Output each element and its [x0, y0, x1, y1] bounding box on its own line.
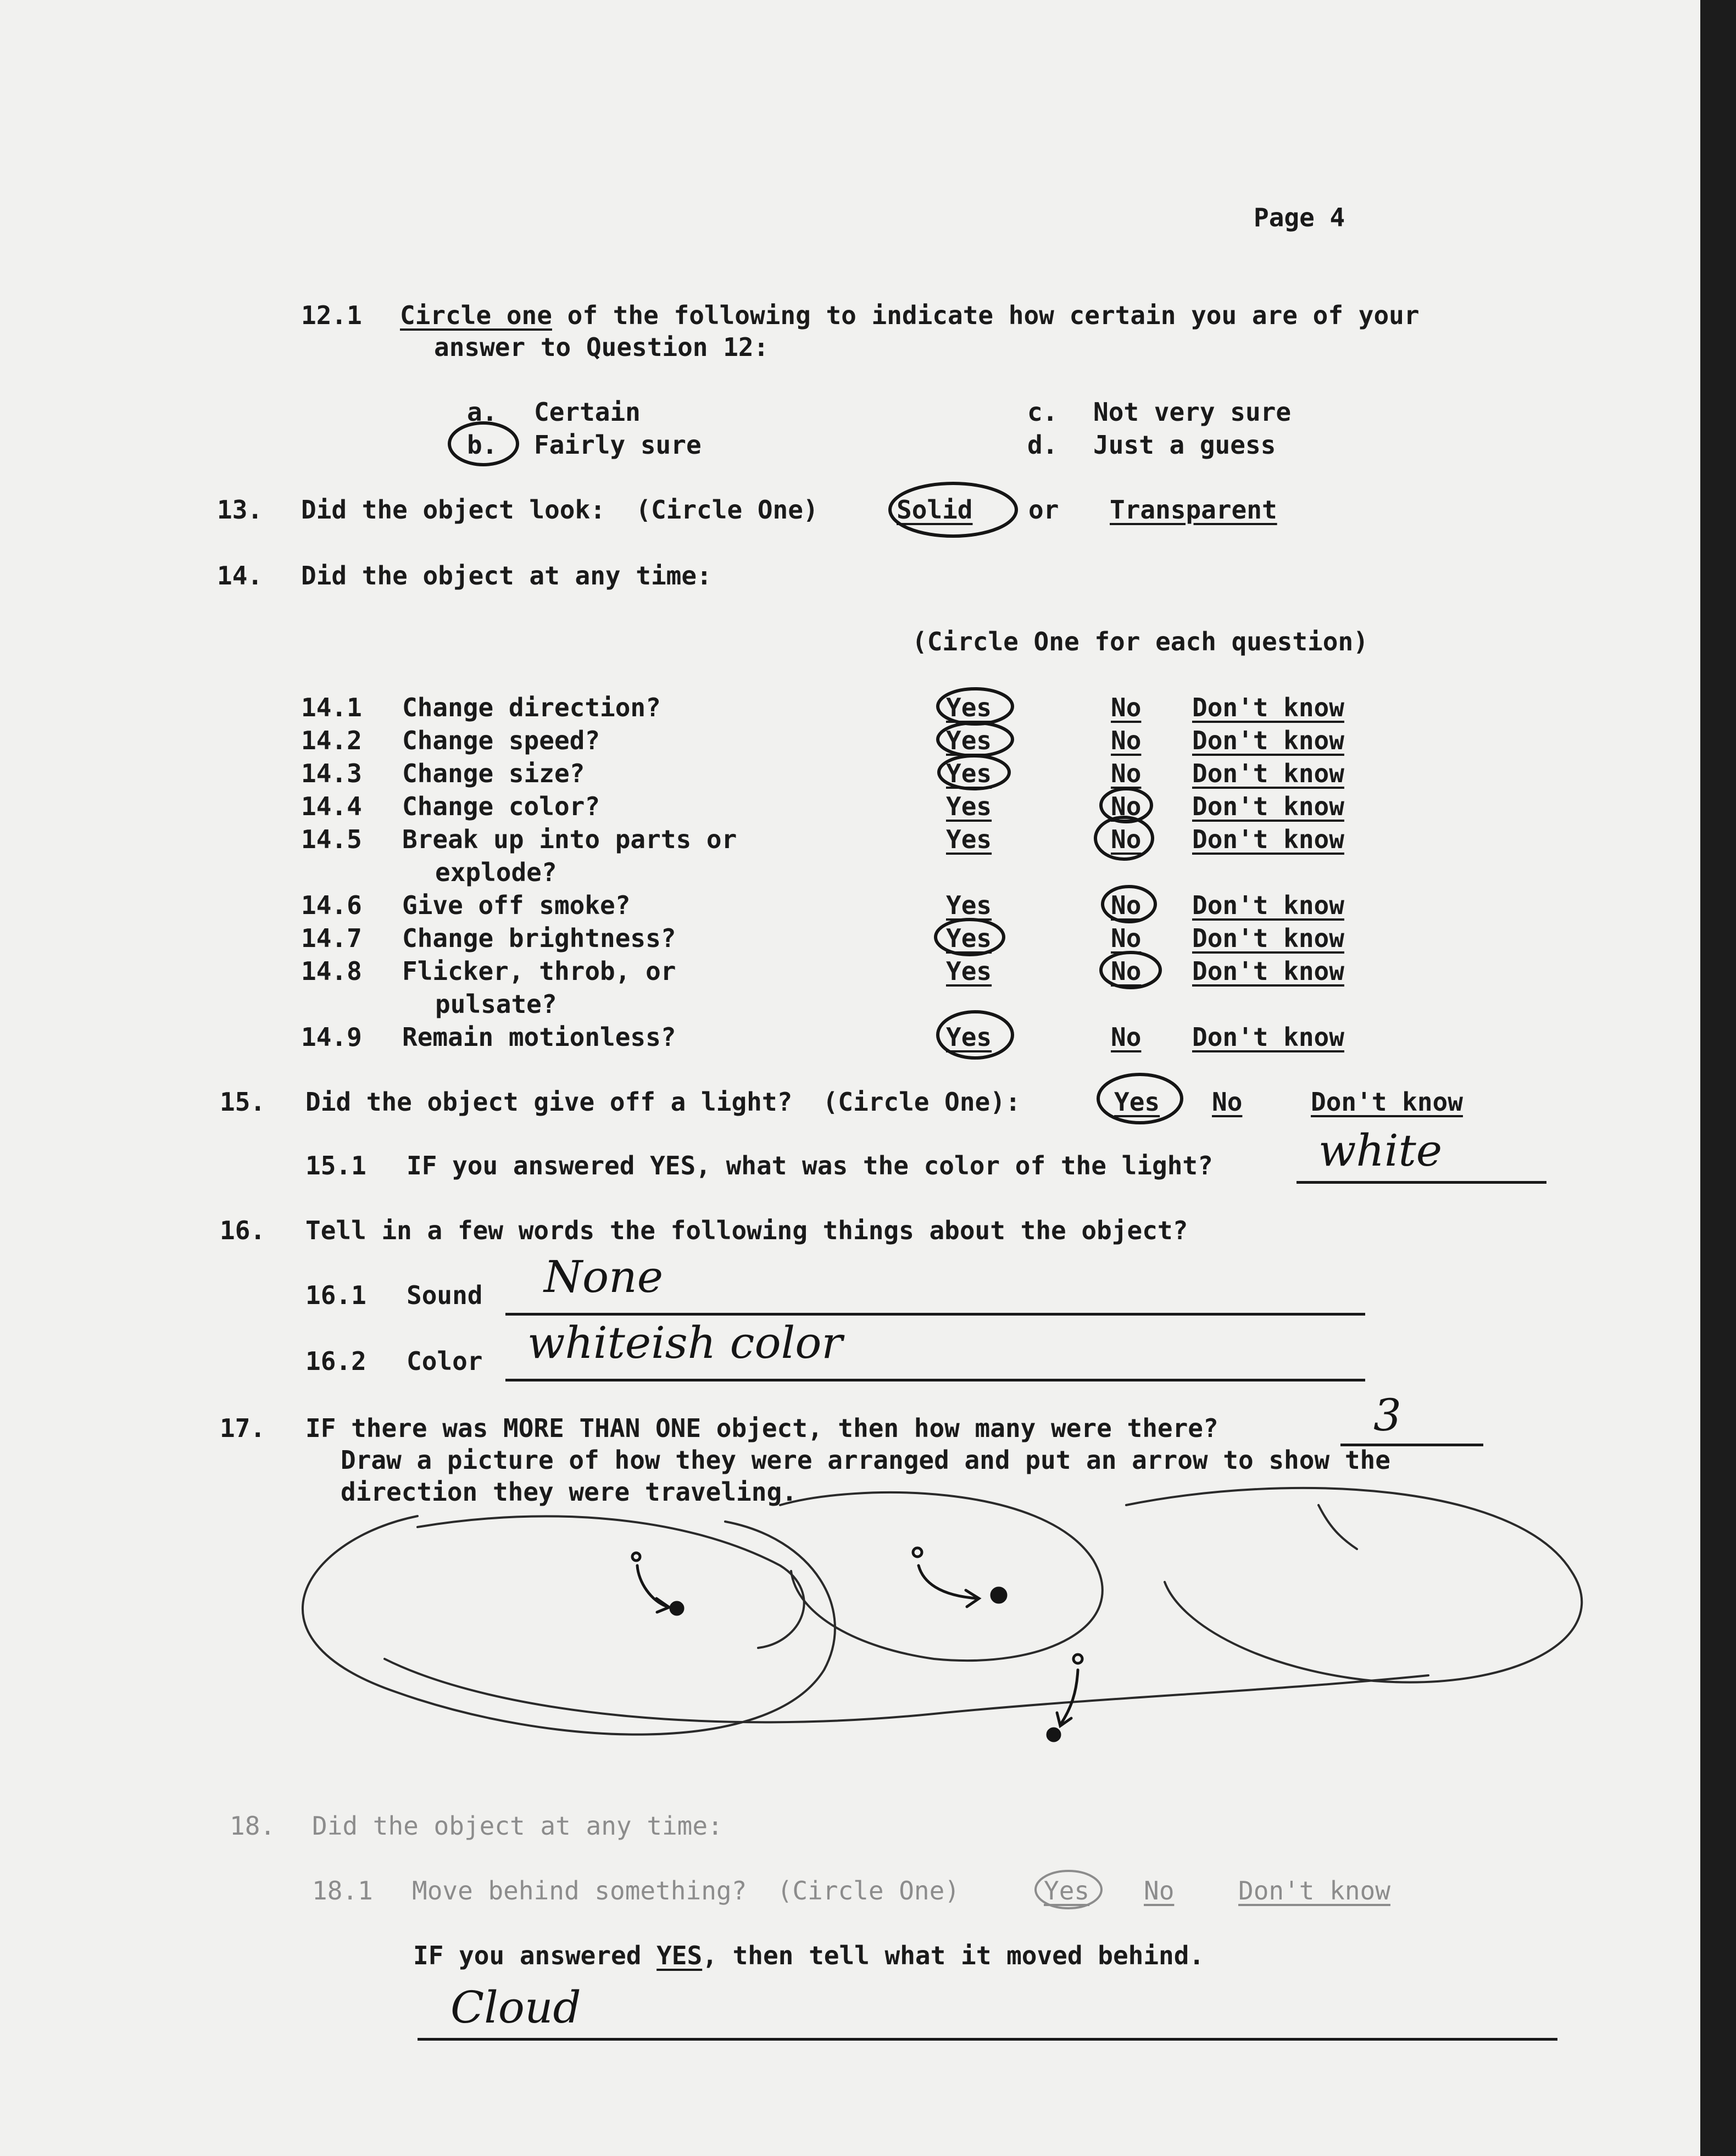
- q14-8-dont-know: Don't know: [1192, 956, 1344, 986]
- sketch-object-2: [992, 1588, 1006, 1602]
- sketch-cloud-center: [780, 1492, 1103, 1661]
- q15-no: No: [1212, 1087, 1243, 1117]
- q14-4-dont-know: Don't know: [1192, 792, 1344, 821]
- q16-number: 16.: [220, 1216, 266, 1245]
- q13-option-transparent: Transparent: [1110, 495, 1277, 525]
- q14-8-no: No: [1111, 956, 1142, 986]
- q16-2-number: 16.2: [305, 1346, 366, 1376]
- q14-7-text: Change brightness?: [402, 923, 676, 953]
- q14-text: Did the object at any time:: [301, 561, 712, 590]
- q14-9-dont-know: Don't know: [1192, 1022, 1344, 1052]
- q14-4-yes: Yes: [946, 792, 992, 821]
- q17-line1: IF there was MORE THAN ONE object, then how many were there?: [305, 1413, 1218, 1443]
- drawing-sketch: [303, 1488, 1582, 1735]
- q14-7-yes: Yes: [946, 923, 992, 953]
- q14-1-no: No: [1111, 693, 1142, 722]
- q14-1-dont-know: Don't know: [1192, 693, 1344, 722]
- q18-followup-pre: IF you answered: [413, 1941, 657, 1970]
- q14-8-yes: Yes: [946, 956, 992, 986]
- sketch-object-1-start: [632, 1553, 640, 1561]
- q14-3-number: 14.3: [301, 759, 362, 788]
- q13-text: Did the object look: (Circle One): [301, 495, 819, 525]
- q14-number: 14.: [217, 561, 263, 590]
- q18-1-number: 18.1: [312, 1876, 373, 1906]
- sketch-object-3-start: [1073, 1654, 1082, 1663]
- q14-header: (Circle One for each question): [912, 627, 1368, 656]
- q12-1-option-a-letter: a.: [467, 397, 498, 427]
- sketch-object-2-arrowhead: [966, 1590, 979, 1607]
- q13-option-solid: Solid: [897, 495, 973, 525]
- q18-followup: [413, 1940, 1204, 1971]
- q15-1-answer: white: [1318, 1125, 1443, 1176]
- q14-7-dont-know: Don't know: [1192, 923, 1344, 953]
- q12-1-instruction-line2: answer to Question 12:: [434, 332, 769, 362]
- q13-number: 13.: [217, 495, 263, 525]
- q18-answer: Cloud: [450, 1982, 581, 2033]
- sketch-cloud-left-inner: [418, 1516, 804, 1648]
- q12-1-number: 12.1: [301, 300, 362, 330]
- q15-dont-know: Don't know: [1311, 1087, 1463, 1117]
- q12-1-option-b-letter: b.: [467, 430, 498, 460]
- q15-number: 15.: [220, 1087, 266, 1117]
- q14-2-no: No: [1111, 726, 1142, 755]
- q14-2-number: 14.2: [301, 726, 362, 755]
- q14-2-yes: Yes: [946, 726, 992, 755]
- q12-1-option-d-letter: d.: [1027, 430, 1058, 460]
- q16-1-number: 16.1: [305, 1280, 366, 1310]
- q18-1-text: Move behind something? (Circle One): [412, 1876, 960, 1906]
- q14-5-no: No: [1111, 824, 1142, 854]
- q15-text: Did the object give off a light? (Circle One):: [305, 1087, 1021, 1117]
- q14-7-no: No: [1111, 923, 1142, 953]
- sketch-object-1: [671, 1602, 683, 1614]
- sketch-object-3-arrowhead: [1057, 1713, 1071, 1726]
- page-number: Page 4: [1254, 203, 1345, 232]
- q14-2-dont-know: Don't know: [1192, 726, 1344, 755]
- sketch-objects: [632, 1548, 1082, 1741]
- q18-text: Did the object at any time:: [312, 1811, 723, 1841]
- q12-1-option-c-letter: c.: [1027, 397, 1058, 427]
- sketch-object-2-arrow: [919, 1566, 978, 1598]
- q18-followup-post: , then tell what it moved behind.: [702, 1941, 1205, 1970]
- q12-1-instruction: [400, 300, 1420, 331]
- q14-2-text: Change speed?: [402, 726, 600, 755]
- sketch-object-1-arrowhead: [656, 1598, 669, 1612]
- q14-1-text: Change direction?: [402, 693, 661, 722]
- sketch-object-3-arrow: [1060, 1670, 1078, 1725]
- q17-line3: direction they were traveling.: [341, 1477, 797, 1507]
- q14-3-text: Change size?: [402, 759, 585, 788]
- q12-1-option-b-text: Fairly sure: [534, 430, 702, 460]
- q16-2-answer-line: [505, 1379, 1365, 1381]
- q14-1-yes: Yes: [946, 693, 992, 722]
- q14-9-no: No: [1111, 1022, 1142, 1052]
- q14-5-dont-know: Don't know: [1192, 824, 1344, 854]
- sketch-object-1-arrow: [637, 1566, 667, 1607]
- sketch-object-3: [1048, 1729, 1060, 1741]
- q18-number: 18.: [230, 1811, 276, 1841]
- sketch-cloud-right: [1126, 1488, 1582, 1683]
- q14-1-number: 14.1: [301, 693, 362, 722]
- sketch-object-2-start: [913, 1548, 922, 1557]
- q14-6-no: No: [1111, 890, 1142, 920]
- q16-text: Tell in a few words the following things about the object?: [305, 1216, 1188, 1245]
- q14-3-no: No: [1111, 759, 1142, 788]
- q14-9-yes: Yes: [946, 1022, 992, 1052]
- q16-2-label: Color: [407, 1346, 483, 1376]
- q14-8-text-line2: pulsate?: [435, 989, 557, 1019]
- q14-9-number: 14.9: [301, 1022, 362, 1052]
- q14-5-yes: Yes: [946, 824, 992, 854]
- q14-7-number: 14.7: [301, 923, 362, 953]
- q14-5-text-line2: explode?: [435, 857, 557, 887]
- q12-1-option-a-text: Certain: [534, 397, 641, 427]
- sketch-cloud-right-small: [1318, 1505, 1357, 1549]
- sketch-cloud-left: [303, 1516, 835, 1735]
- q14-3-yes: Yes: [946, 759, 992, 788]
- q14-6-number: 14.6: [301, 890, 362, 920]
- q18-1-dont-know: Don't know: [1238, 1876, 1390, 1906]
- q18-1-no: No: [1144, 1876, 1175, 1906]
- q14-5-text: Break up into parts or: [402, 824, 737, 854]
- q12-1-instruction-emphasis: Circle one: [400, 300, 552, 330]
- q16-1-answer-line: [505, 1313, 1365, 1316]
- q15-1-text: IF you answered YES, what was the color of the light?: [407, 1151, 1213, 1180]
- q17-line2: Draw a picture of how they were arranged and put an arrow to show the: [341, 1445, 1390, 1475]
- q16-1-answer: None: [544, 1251, 664, 1302]
- q17-number: 17.: [220, 1413, 266, 1443]
- q14-8-text: Flicker, throb, or: [402, 956, 676, 986]
- q14-9-text: Remain motionless?: [402, 1022, 676, 1052]
- q14-5-number: 14.5: [301, 824, 362, 854]
- q18-followup-yes: YES: [656, 1941, 703, 1970]
- q13-or: or: [1028, 495, 1059, 525]
- q15-1-answer-line: [1297, 1181, 1546, 1184]
- q18-1-yes: Yes: [1044, 1876, 1090, 1906]
- q14-8-number: 14.8: [301, 956, 362, 986]
- q14-3-dont-know: Don't know: [1192, 759, 1344, 788]
- q15-1-number: 15.1: [305, 1151, 366, 1180]
- q14-4-number: 14.4: [301, 792, 362, 821]
- q14-4-no: No: [1111, 792, 1142, 821]
- q12-1-option-c-text: Not very sure: [1093, 397, 1292, 427]
- q16-1-label: Sound: [407, 1280, 483, 1310]
- q14-6-yes: Yes: [946, 890, 992, 920]
- q12-1-instruction-rest: of the following to indicate how certain you are of your: [552, 300, 1420, 330]
- q14-6-dont-know: Don't know: [1192, 890, 1344, 920]
- q16-2-answer: whiteish color: [527, 1317, 843, 1368]
- q14-4-text: Change color?: [402, 792, 600, 821]
- q15-yes: Yes: [1114, 1087, 1160, 1117]
- q14-6-text: Give off smoke?: [402, 890, 631, 920]
- q12-1-option-d-text: Just a guess: [1093, 430, 1276, 460]
- q18-answer-line: [418, 2038, 1557, 2041]
- sketch-cloud-bottom: [385, 1659, 1428, 1722]
- q17-answer: 3: [1373, 1390, 1401, 1441]
